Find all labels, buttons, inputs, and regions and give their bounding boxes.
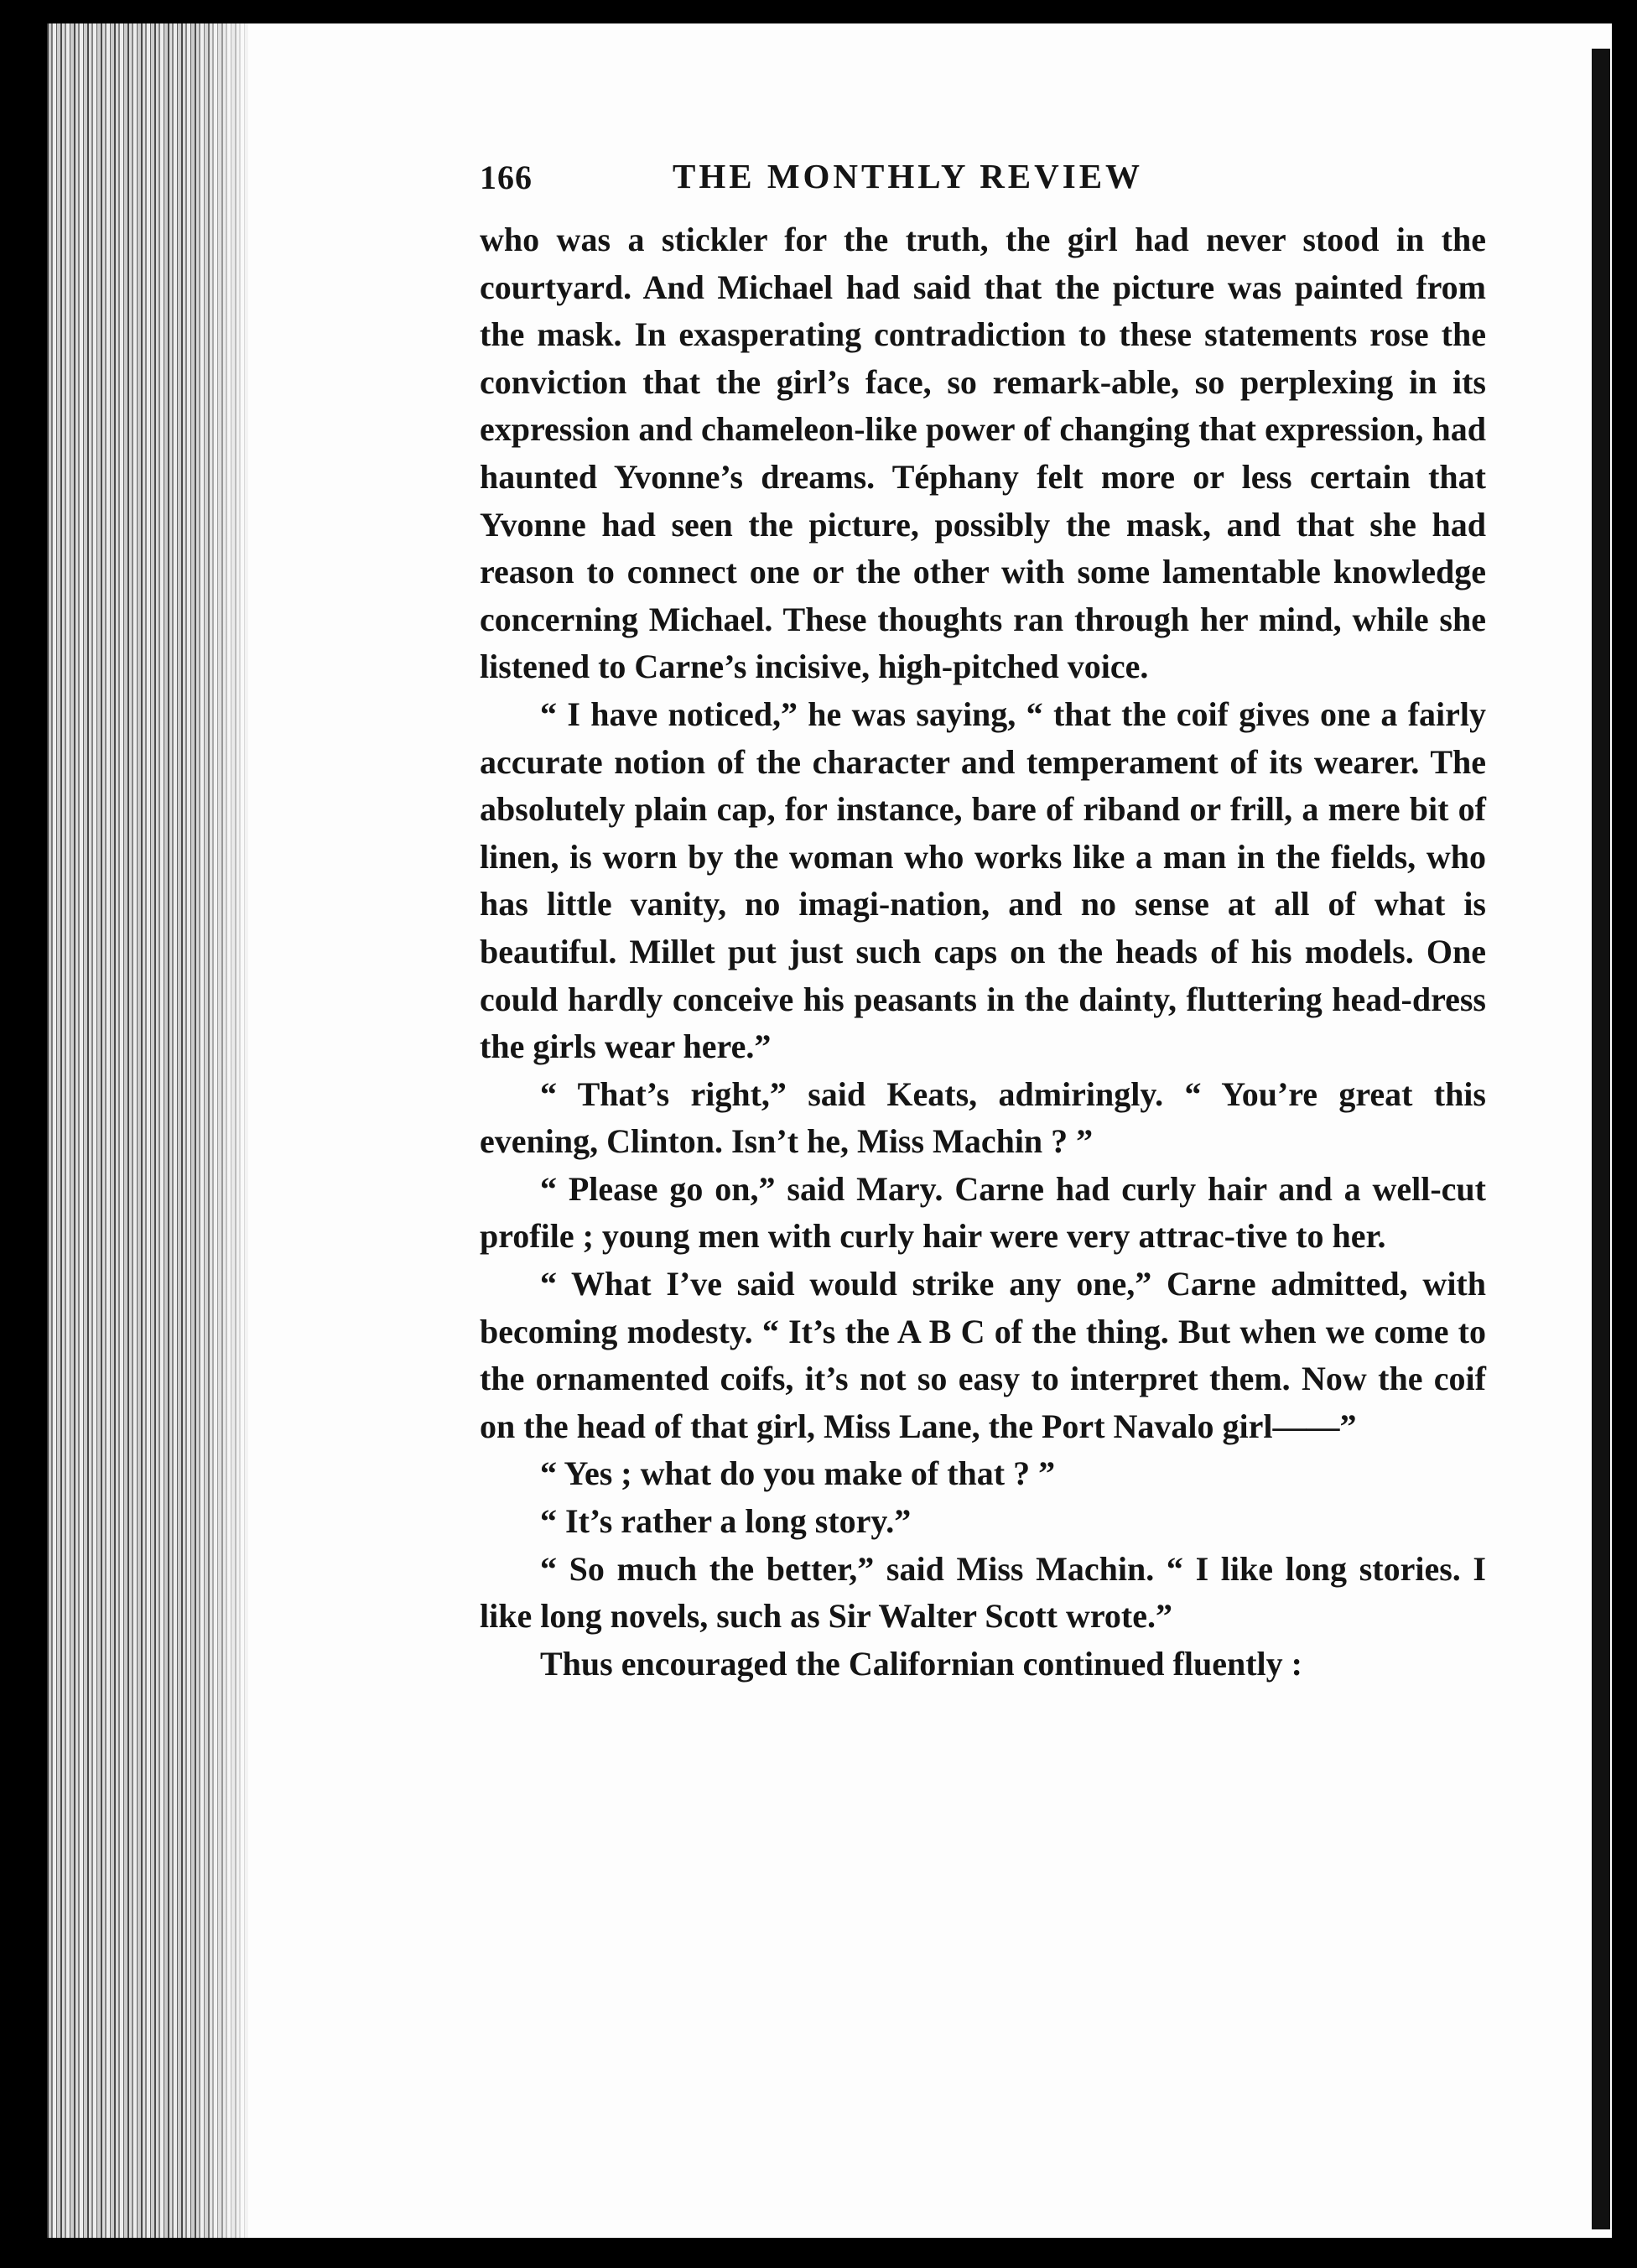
paragraph: “ So much the better,” said Miss Machin. “ I like long stories. I like long novels, such as Sir Walter Scott wrote.” bbox=[480, 1549, 1486, 1636]
paragraph: “ I have noticed,” he was saying, “ that the coif gives one a fairly accurate notion of the character and temperament of its wearer. The absolutely plain cap, for instance, bare of riband or frill, a mere bit of linen, is worn by the woman who works like a man in the fields, who has little vanity, no imagi-nation, and no sense at all of what is beautiful. Millet put just such caps on the heads of his models. One could hardly conceive his peasants in the dainty, fluttering head-dress the girls wear here.” bbox=[480, 694, 1486, 1066]
paragraph: who was a stickler for the truth, the girl had never stood in the courtyard. And Michael had said that the picture was painted from the mask. In exasperating contradiction to these statements rose the conviction that the girl’s face, so remark-able, so perplexing in its expression and chameleon-like power of changing that expression, had haunted Yvonne’s dreams. Téphany felt more or less certain that Yvonne had seen the picture, possibly the mask, and that she had reason to connect one or the other with some lamentable knowledge concerning Michael. These thoughts ran through her mind, while she listened to Carne’s incisive, high-pitched voice. bbox=[480, 221, 1486, 686]
paragraph: “ Please go on,” said Mary. Carne had curly hair and a well-cut profile ; young men with curly hair were very attrac-tive to her. bbox=[480, 1169, 1486, 1256]
page-header bbox=[480, 151, 1486, 201]
running-head: THE MONTHLY REVIEW bbox=[673, 157, 1144, 195]
paragraph: “ That’s right,” said Keats, admiringly. “ You’re great this evening, Clinton. Isn’t he, Miss Machin ? ” bbox=[480, 1074, 1486, 1161]
page-number: 166 bbox=[480, 159, 533, 196]
page-gutter-shadow bbox=[193, 23, 260, 2238]
right-binding-edge bbox=[1592, 49, 1610, 2229]
paragraph: “ Yes ; what do you make of that ? ” bbox=[540, 1454, 1056, 1493]
body-text bbox=[480, 216, 1486, 1688]
text-block bbox=[480, 151, 1486, 1688]
paragraph: “ What I’ve said would strike any one,” Carne admitted, with becoming modesty. “ It’s the A B C of the thing. But when we come to the ornamented coifs, it’s not so easy to interpret them. Now the coif on the head of that girl, Miss Lane, the Port Navalo girl——” bbox=[480, 1265, 1486, 1445]
paragraph: Thus encouraged the Californian continued fluently : bbox=[540, 1644, 1302, 1683]
paragraph: “ It’s rather a long story.” bbox=[540, 1502, 912, 1541]
